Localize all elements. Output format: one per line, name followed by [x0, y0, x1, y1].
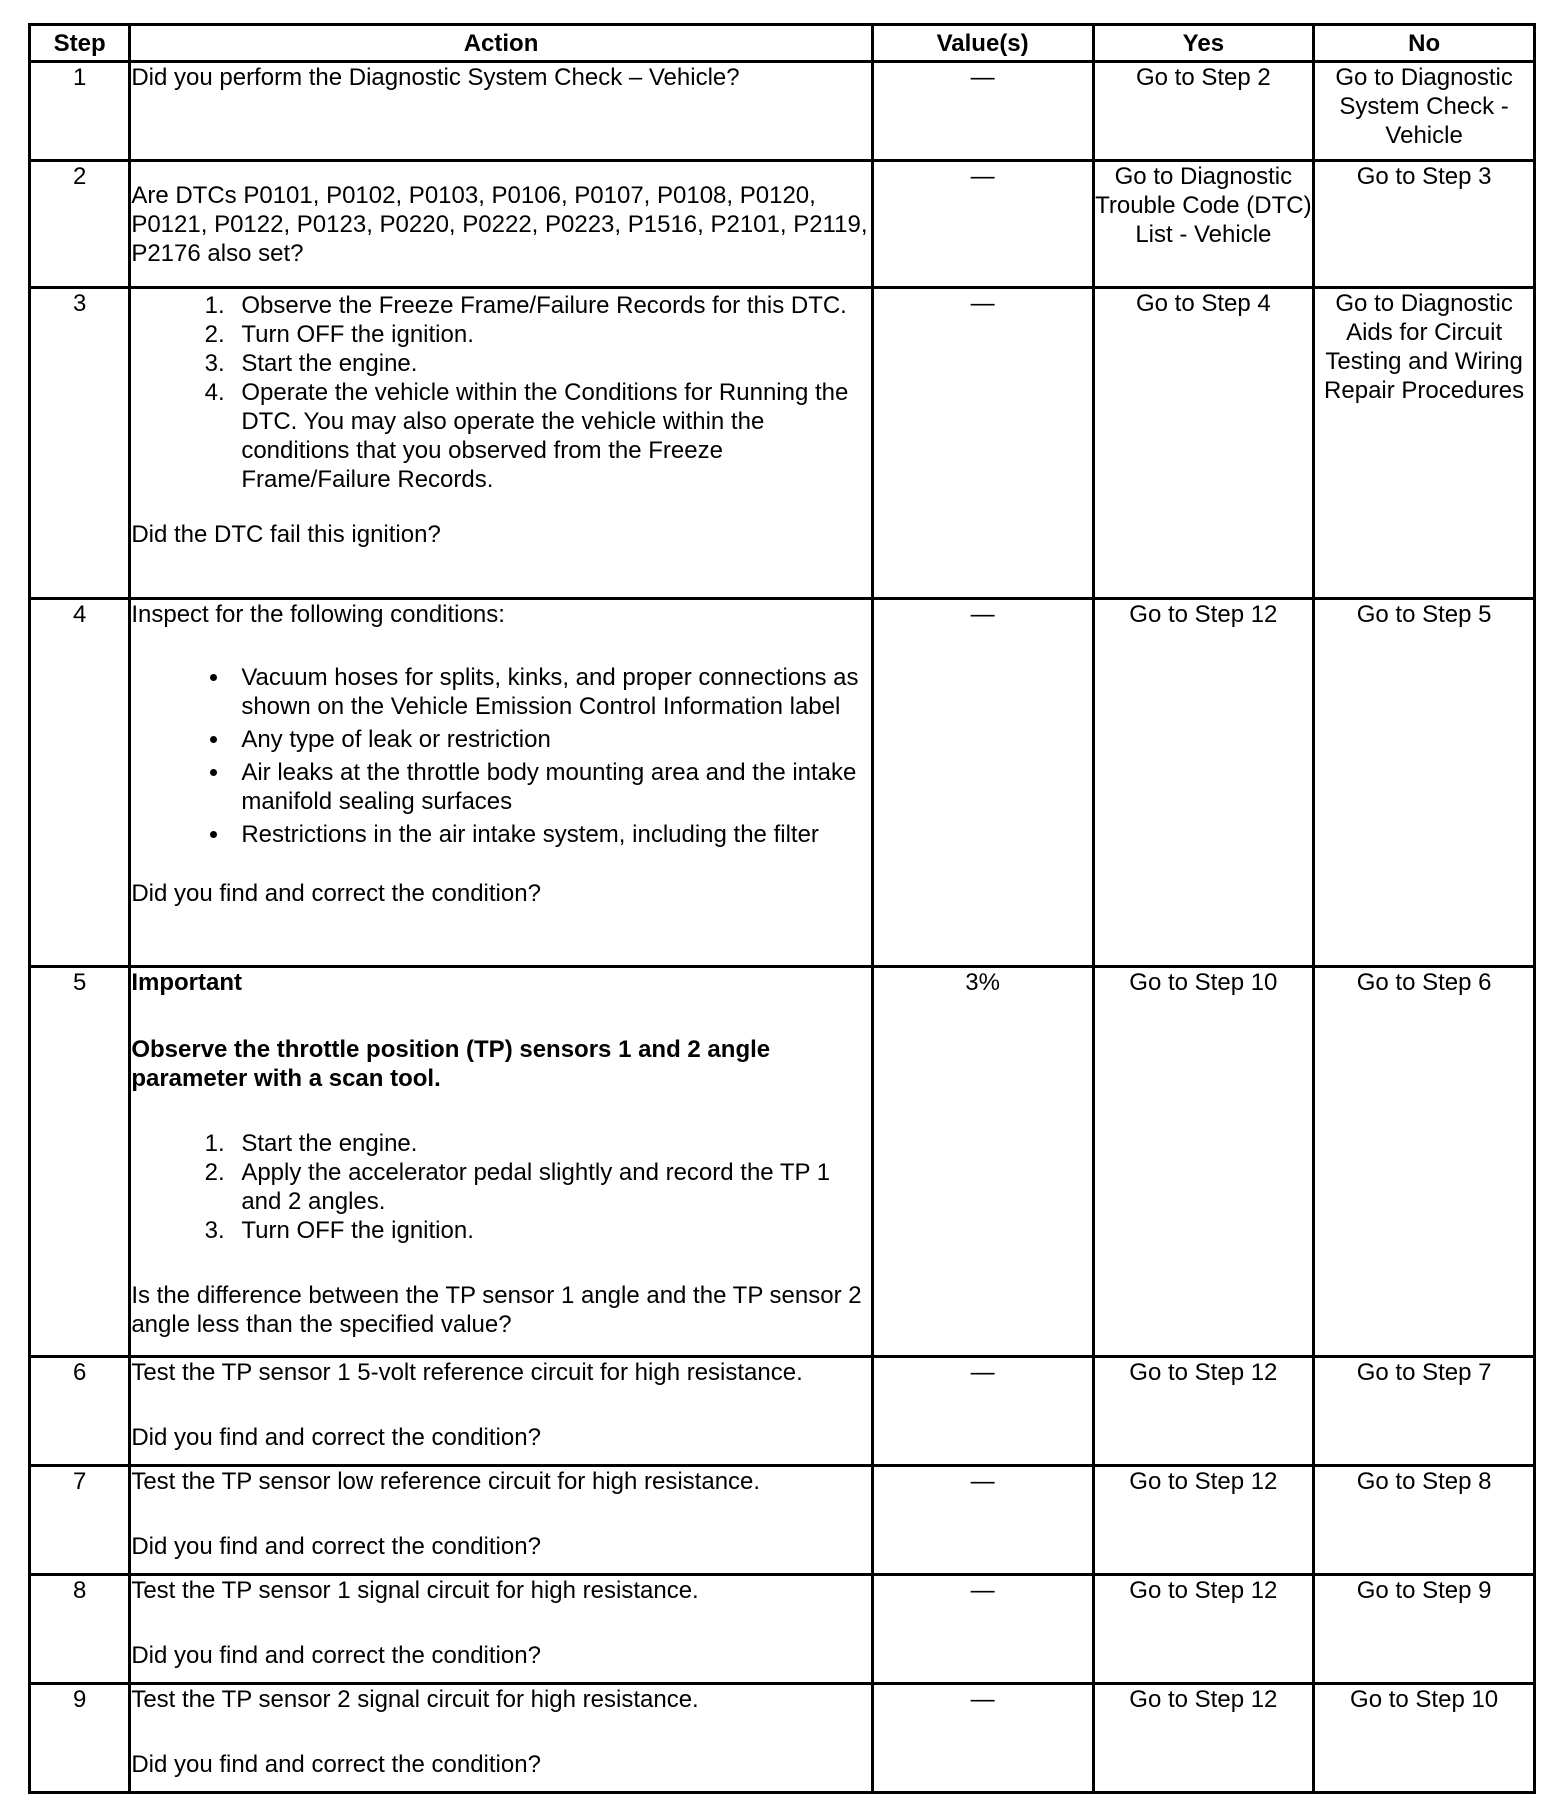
list-item: 2. Turn OFF the ignition. — [231, 320, 870, 349]
yes-cell: Go to Step 12 — [1093, 1684, 1314, 1793]
yes-cell: Go to Step 12 — [1093, 1466, 1314, 1575]
action-cell — [130, 1575, 872, 1684]
question-text: Did you find and correct the condition? — [131, 1533, 541, 1560]
value-cell: 3% — [872, 967, 1093, 1357]
table-row — [30, 1684, 1535, 1793]
yes-cell: Go to Step 12 — [1093, 1357, 1314, 1466]
header-action: Action — [130, 25, 872, 62]
no-cell: Go to Step 10 — [1314, 1684, 1535, 1793]
question-text: Did you find and correct the condition? — [131, 1751, 541, 1778]
action-text: Test the TP sensor 1 5-volt reference circuit for high resistance. — [131, 1359, 803, 1386]
header-no: No — [1314, 25, 1535, 62]
procedure-list — [131, 291, 870, 494]
no-cell: Go to Diagnostic System Check - Vehicle — [1314, 62, 1535, 161]
step-number: 8 — [30, 1575, 130, 1684]
diagnostic-table — [28, 23, 1536, 1794]
value-cell: — — [872, 1575, 1093, 1684]
important-note: Observe the throttle position (TP) sensors 1 and 2 angle parameter with a scan tool. — [131, 1036, 771, 1092]
yes-cell: Go to Diagnostic Trouble Code (DTC) List - Vehicle — [1093, 161, 1314, 288]
value-cell: — — [872, 1357, 1093, 1466]
table-row — [30, 967, 1535, 1357]
question-text: Did you find and correct the condition? — [131, 1424, 541, 1451]
no-cell: Go to Step 9 — [1314, 1575, 1535, 1684]
condition-list — [131, 663, 870, 849]
value-cell: — — [872, 1684, 1093, 1793]
question-text: Did you find and correct the condition? — [131, 1642, 541, 1669]
list-item: • Air leaks at the throttle body mounting area and the intake manifold sealing surfaces — [231, 758, 870, 816]
action-text: Test the TP sensor low reference circuit for high resistance. — [131, 1468, 761, 1495]
value-cell: — — [872, 599, 1093, 967]
header-value: Value(s) — [872, 25, 1093, 62]
step-number: 9 — [30, 1684, 130, 1793]
no-cell: Go to Step 6 — [1314, 967, 1535, 1357]
list-item: 4. Operate the vehicle within the Conditions for Running the DTC. You may also operate the vehicle within the conditions that you observed from the Freeze Frame/Failure Records. — [231, 378, 870, 494]
header-yes: Yes — [1093, 25, 1314, 62]
no-cell: Go to Step 8 — [1314, 1466, 1535, 1575]
action-cell — [130, 599, 872, 967]
list-item: 1. Observe the Freeze Frame/Failure Records for this DTC. — [231, 291, 870, 320]
step-number: 2 — [30, 161, 130, 288]
no-cell: Go to Step 3 — [1314, 161, 1535, 288]
no-cell: Go to Step 5 — [1314, 599, 1535, 967]
list-item: 1. Start the engine. — [231, 1129, 870, 1158]
value-cell: — — [872, 161, 1093, 288]
no-cell: Go to Step 7 — [1314, 1357, 1535, 1466]
value-cell: — — [872, 62, 1093, 161]
value-cell: — — [872, 1466, 1093, 1575]
step-number: 4 — [30, 599, 130, 967]
list-item: • Restrictions in the air intake system, including the filter — [231, 820, 870, 849]
action-text: Test the TP sensor 1 signal circuit for high resistance. — [131, 1577, 699, 1604]
header-step: Step — [30, 25, 130, 62]
question-text: Is the difference between the TP sensor 1 angle and the TP sensor 2 angle less than the specified value? — [131, 1282, 862, 1338]
header-row — [30, 25, 1535, 62]
yes-cell: Go to Step 12 — [1093, 1575, 1314, 1684]
list-item: 3. Turn OFF the ignition. — [231, 1216, 870, 1245]
step-number: 7 — [30, 1466, 130, 1575]
list-item: 2. Apply the accelerator pedal slightly and record the TP 1 and 2 angles. — [231, 1158, 870, 1216]
list-item: • Any type of leak or restriction — [231, 725, 870, 754]
action-cell — [130, 1357, 872, 1466]
action-text: Did you perform the Diagnostic System Check – Vehicle? — [130, 62, 872, 161]
table-row — [30, 288, 1535, 599]
no-cell: Go to Diagnostic Aids for Circuit Testing and Wiring Repair Procedures — [1314, 288, 1535, 599]
table-row — [30, 62, 1535, 161]
table-row — [30, 1575, 1535, 1684]
yes-cell: Go to Step 10 — [1093, 967, 1314, 1357]
table-row — [30, 1466, 1535, 1575]
value-cell: — — [872, 288, 1093, 599]
procedure-list — [131, 1129, 870, 1245]
action-cell — [130, 1684, 872, 1793]
step-number: 3 — [30, 288, 130, 599]
action-text: Are DTCs P0101, P0102, P0103, P0106, P0107, P0108, P0120, P0121, P0122, P0123, P0220, P0222, P0223, P1516, P2101, P2119, P2176 also set? — [130, 161, 872, 288]
table-row — [30, 161, 1535, 288]
action-text: Test the TP sensor 2 signal circuit for high resistance. — [131, 1686, 699, 1713]
action-cell — [130, 967, 872, 1357]
question-text: Did you find and correct the condition? — [131, 880, 541, 907]
intro-text: Inspect for the following conditions: — [131, 601, 505, 628]
yes-cell: Go to Step 2 — [1093, 62, 1314, 161]
step-number: 6 — [30, 1357, 130, 1466]
table-row — [30, 1357, 1535, 1466]
list-item: 3. Start the engine. — [231, 349, 870, 378]
list-item: • Vacuum hoses for splits, kinks, and proper connections as shown on the Vehicle Emission Control Information label — [231, 663, 870, 721]
question-text: Did the DTC fail this ignition? — [131, 521, 441, 548]
step-number: 1 — [30, 62, 130, 161]
action-cell — [130, 288, 872, 599]
important-label: Important — [131, 969, 242, 996]
step-number: 5 — [30, 967, 130, 1357]
yes-cell: Go to Step 12 — [1093, 599, 1314, 967]
yes-cell: Go to Step 4 — [1093, 288, 1314, 599]
table-row — [30, 599, 1535, 967]
action-cell — [130, 1466, 872, 1575]
